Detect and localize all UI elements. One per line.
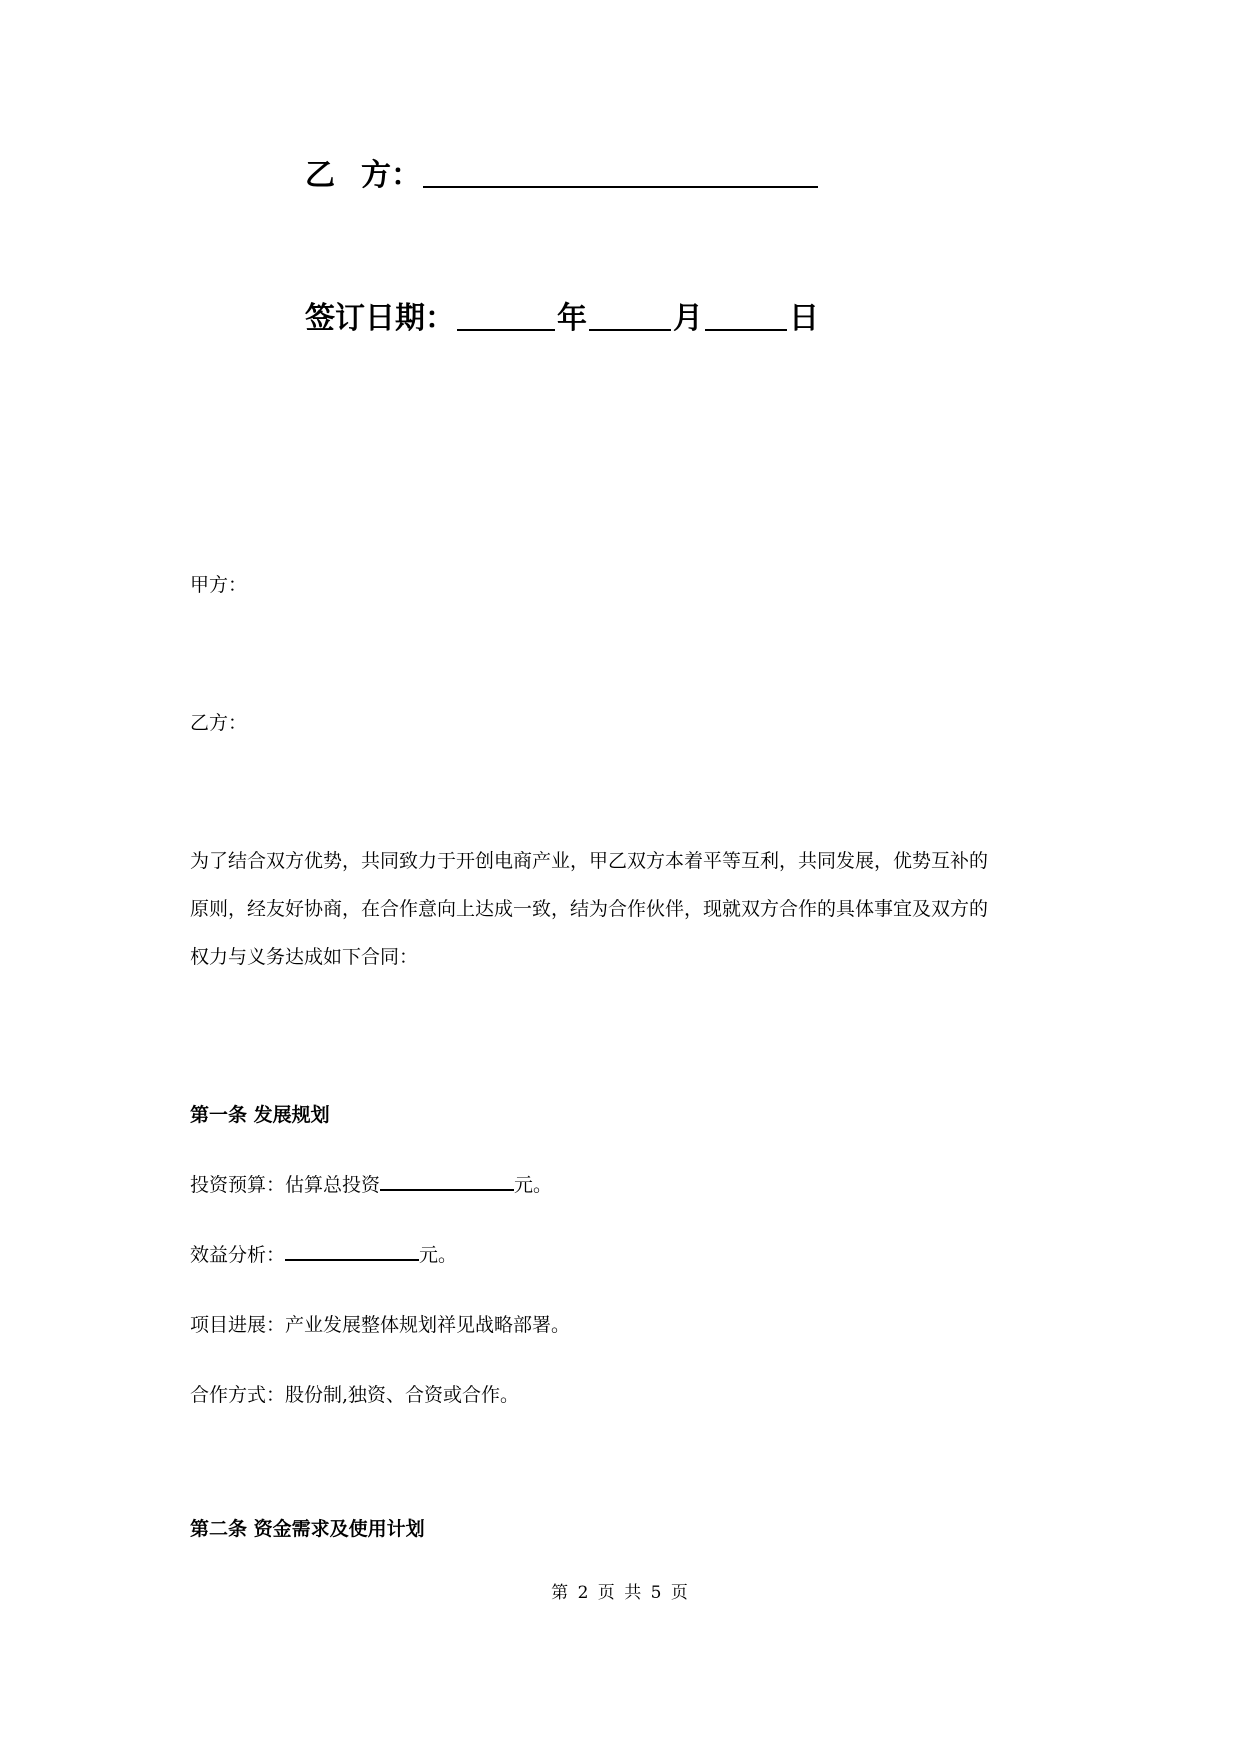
benefit-line [190,1240,457,1267]
benefit-blank [285,1258,419,1261]
intro-line-3: 权力与义务达成如下合同： [190,946,419,968]
day-blank [705,328,787,331]
benefit-label: 效益分析： [190,1244,286,1266]
intro-line-2: 原则，经友好协商，在合作意向上达成一致，结为合作伙伴，现就双方合作的具体事宜及双方的 [190,898,989,920]
page-footer: 第 2 页 共 5 页 [551,1583,690,1603]
budget-label: 投资预算：估算总投资 [190,1174,381,1196]
month-blank [589,328,671,331]
intro-line-1: 为了结合双方优势，共同致力于开创电商产业，甲乙双方本着平等互利，共同发展，优势互补的 [190,850,989,872]
month-label: 月 [673,301,703,336]
budget-blank [380,1188,514,1191]
year-label: 年 [557,301,587,336]
party-a-label: 甲方： [190,574,248,596]
article-2-heading: 第二条 资金需求及使用计划 [190,1518,425,1540]
sign-date-line [305,293,819,337]
party-b-label-char1: 乙 [305,158,335,193]
budget-line [190,1170,552,1197]
year-blank [457,328,555,331]
party-b-label: 乙方： [190,712,248,734]
cooperation-mode-line: 合作方式：股份制,独资、合资或合作。 [190,1384,520,1406]
party-b-blank [423,185,818,188]
intro-paragraph [190,837,1070,981]
party-b-label-char2: 方： [361,158,421,193]
party-b-signature-line [305,150,820,194]
benefit-unit: 元。 [419,1244,458,1266]
article-1-heading: 第一条 发展规划 [190,1104,330,1126]
budget-unit: 元。 [514,1174,553,1196]
progress-line: 项目进展：产业发展整体规划祥见战略部署。 [190,1314,571,1336]
sign-date-label: 签订日期： [305,301,455,336]
day-label: 日 [789,301,819,336]
